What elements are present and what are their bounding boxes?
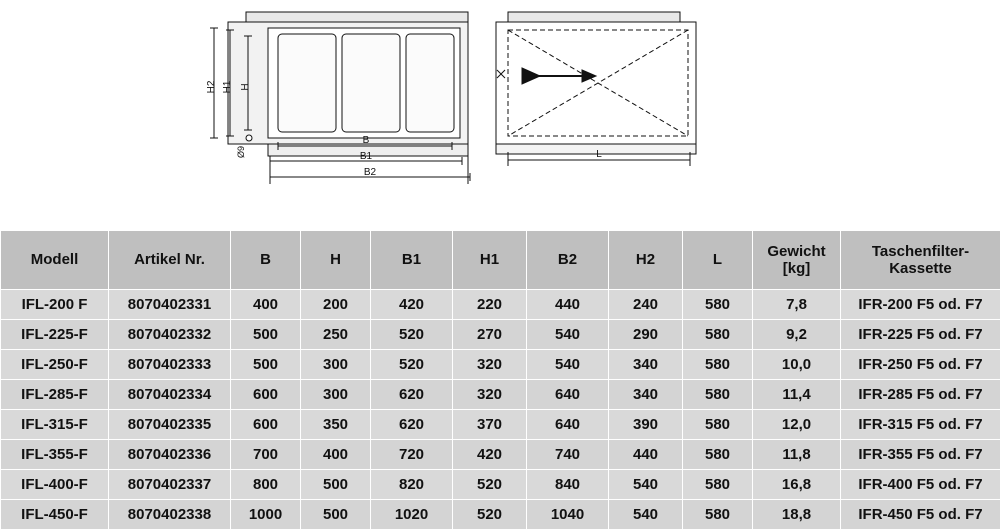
column-header-taschenfilter-kassette <box>841 231 1000 290</box>
cell-gewicht: 9,2 <box>753 320 841 350</box>
cell-modell: IFL-450-F <box>1 500 109 530</box>
cell-b1: 620 <box>371 410 453 440</box>
cell-b: 600 <box>231 380 301 410</box>
column-header-h1 <box>453 231 527 290</box>
dim-label-l: L <box>596 149 602 160</box>
table-header <box>1 231 1000 290</box>
cell-h2: 390 <box>609 410 683 440</box>
cell-b1: 720 <box>371 440 453 470</box>
cell-h1: 320 <box>453 350 527 380</box>
cell-h1: 520 <box>453 470 527 500</box>
cell-b2: 540 <box>527 350 609 380</box>
cell-h2: 340 <box>609 380 683 410</box>
column-header-artikel-nr-line1: Artikel Nr. <box>109 251 230 268</box>
cell-kassette: IFR-225 F5 od. F7 <box>841 320 1000 350</box>
dim-label-diameter-9: Ø9 <box>236 146 246 158</box>
cell-h2: 240 <box>609 290 683 320</box>
cell-l: 580 <box>683 500 753 530</box>
cell-b: 600 <box>231 410 301 440</box>
cell-kassette: IFR-200 F5 od. F7 <box>841 290 1000 320</box>
cell-b: 700 <box>231 440 301 470</box>
column-header-b2-line1: B2 <box>527 251 608 268</box>
table-row <box>1 440 1000 470</box>
column-header-b2 <box>527 231 609 290</box>
column-header-l-line1: L <box>683 251 752 268</box>
cell-h: 500 <box>301 470 371 500</box>
cell-modell: IFL-225-F <box>1 320 109 350</box>
cell-b2: 440 <box>527 290 609 320</box>
cell-kassette: IFR-315 F5 od. F7 <box>841 410 1000 440</box>
column-header-gewicht-line1: Gewicht <box>753 243 840 260</box>
cell-gewicht: 7,8 <box>753 290 841 320</box>
cell-h2: 540 <box>609 500 683 530</box>
table-row <box>1 470 1000 500</box>
cell-h1: 420 <box>453 440 527 470</box>
cell-modell: IFL-250-F <box>1 350 109 380</box>
cell-l: 580 <box>683 290 753 320</box>
cell-h1: 270 <box>453 320 527 350</box>
cell-h: 300 <box>301 350 371 380</box>
cell-h: 400 <box>301 440 371 470</box>
cell-b: 1000 <box>231 500 301 530</box>
dim-label-h2: H2 <box>206 80 217 93</box>
cell-l: 580 <box>683 380 753 410</box>
cell-h2: 540 <box>609 470 683 500</box>
cell-artikel: 8070402337 <box>109 470 231 500</box>
cell-gewicht: 11,4 <box>753 380 841 410</box>
cell-artikel: 8070402335 <box>109 410 231 440</box>
cell-kassette: IFR-250 F5 od. F7 <box>841 350 1000 380</box>
cell-kassette: IFR-285 F5 od. F7 <box>841 380 1000 410</box>
cell-b1: 1020 <box>371 500 453 530</box>
cell-b: 800 <box>231 470 301 500</box>
cell-h: 250 <box>301 320 371 350</box>
column-header-h <box>301 231 371 290</box>
cell-b1: 520 <box>371 350 453 380</box>
cell-h2: 340 <box>609 350 683 380</box>
cell-artikel: 8070402331 <box>109 290 231 320</box>
cell-kassette: IFR-450 F5 od. F7 <box>841 500 1000 530</box>
cell-b1: 520 <box>371 320 453 350</box>
cell-l: 580 <box>683 410 753 440</box>
cell-gewicht: 12,0 <box>753 410 841 440</box>
cell-gewicht: 11,8 <box>753 440 841 470</box>
cell-l: 580 <box>683 350 753 380</box>
dim-label-h: H <box>240 83 251 90</box>
cell-h1: 520 <box>453 500 527 530</box>
column-header-artikel-nr <box>109 231 231 290</box>
cell-h: 200 <box>301 290 371 320</box>
cell-l: 580 <box>683 470 753 500</box>
technical-drawing <box>0 0 1000 228</box>
column-header-gewicht-line2: [kg] <box>753 260 840 277</box>
column-header-h2-line1: H2 <box>609 251 682 268</box>
cell-gewicht: 18,8 <box>753 500 841 530</box>
specifications-table <box>0 230 1000 530</box>
cell-h1: 220 <box>453 290 527 320</box>
cell-h: 500 <box>301 500 371 530</box>
column-header-kassette-line2: Kassette <box>841 260 1000 277</box>
column-header-h1-line1: H1 <box>453 251 526 268</box>
column-header-kassette-line1: Taschenfilter- <box>841 243 1000 260</box>
cell-l: 580 <box>683 320 753 350</box>
cell-b: 500 <box>231 320 301 350</box>
cell-h: 300 <box>301 380 371 410</box>
cell-artikel: 8070402336 <box>109 440 231 470</box>
table-row <box>1 500 1000 530</box>
cell-h2: 290 <box>609 320 683 350</box>
cell-artikel: 8070402338 <box>109 500 231 530</box>
table-row <box>1 410 1000 440</box>
cell-b2: 840 <box>527 470 609 500</box>
cell-b2: 640 <box>527 410 609 440</box>
cell-modell: IFL-355-F <box>1 440 109 470</box>
cell-b1: 820 <box>371 470 453 500</box>
dim-label-b2: B2 <box>364 167 377 178</box>
table-row <box>1 290 1000 320</box>
cell-gewicht: 10,0 <box>753 350 841 380</box>
column-header-l <box>683 231 753 290</box>
cell-modell: IFL-285-F <box>1 380 109 410</box>
column-header-b1 <box>371 231 453 290</box>
column-header-b <box>231 231 301 290</box>
dim-label-h1: H1 <box>222 80 233 93</box>
cell-artikel: 8070402333 <box>109 350 231 380</box>
cell-h1: 320 <box>453 380 527 410</box>
cell-artikel: 8070402332 <box>109 320 231 350</box>
table-row <box>1 380 1000 410</box>
cell-b: 500 <box>231 350 301 380</box>
table-header-row <box>1 231 1000 290</box>
column-header-modell-line1: Modell <box>1 251 108 268</box>
cell-b2: 540 <box>527 320 609 350</box>
cell-h1: 370 <box>453 410 527 440</box>
cell-modell: IFL-315-F <box>1 410 109 440</box>
column-header-gewicht <box>753 231 841 290</box>
cell-gewicht: 16,8 <box>753 470 841 500</box>
cell-kassette: IFR-400 F5 od. F7 <box>841 470 1000 500</box>
cell-kassette: IFR-355 F5 od. F7 <box>841 440 1000 470</box>
cell-h: 350 <box>301 410 371 440</box>
column-header-modell <box>1 231 109 290</box>
column-header-h-line1: H <box>301 251 370 268</box>
cell-b2: 740 <box>527 440 609 470</box>
cell-b1: 620 <box>371 380 453 410</box>
table-row <box>1 350 1000 380</box>
cell-b1: 420 <box>371 290 453 320</box>
cell-h2: 440 <box>609 440 683 470</box>
table-body <box>1 290 1000 530</box>
cell-b2: 1040 <box>527 500 609 530</box>
column-header-h2 <box>609 231 683 290</box>
column-header-b1-line1: B1 <box>371 251 452 268</box>
cell-b: 400 <box>231 290 301 320</box>
cell-modell: IFL-200 F <box>1 290 109 320</box>
dim-label-b: B <box>363 135 370 146</box>
cell-b2: 640 <box>527 380 609 410</box>
table-row <box>1 320 1000 350</box>
dim-label-b1: B1 <box>360 151 373 162</box>
cell-modell: IFL-400-F <box>1 470 109 500</box>
cell-artikel: 8070402334 <box>109 380 231 410</box>
cell-l: 580 <box>683 440 753 470</box>
column-header-b-line1: B <box>231 251 300 268</box>
